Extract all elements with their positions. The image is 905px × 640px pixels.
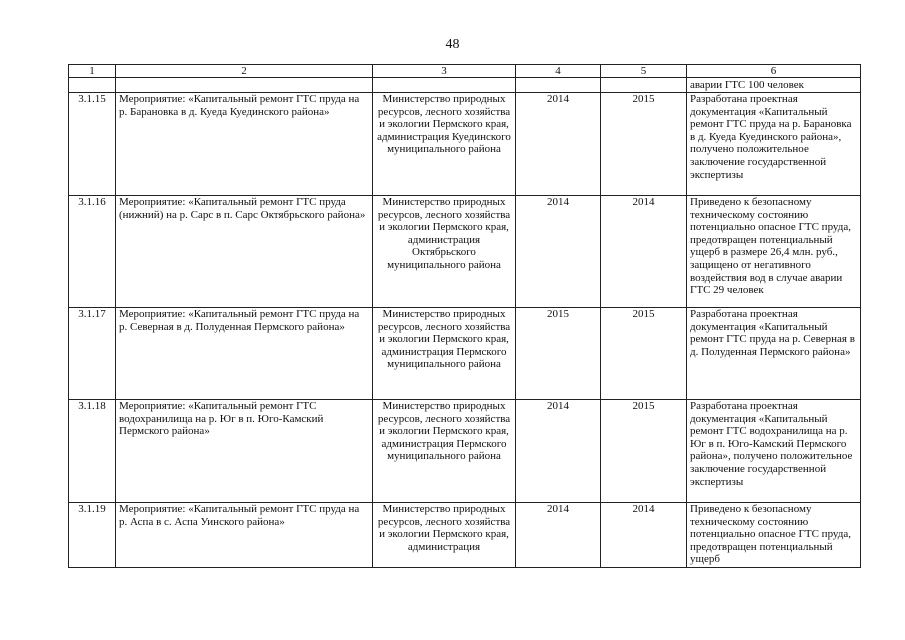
table-row xyxy=(69,503,861,568)
expected-result: Разработана проектная документация «Капитальный ремонт ГТС пруда на р. Северная в д. Полуденная Пермского района» xyxy=(687,308,861,400)
end-year: 2014 xyxy=(601,196,687,308)
activity-name: Мероприятие: «Капитальный ремонт ГТС водохранилища на р. Юг в п. Юго-Камский Пермского района» xyxy=(116,400,373,503)
continuation-row xyxy=(69,78,861,93)
start-year: 2014 xyxy=(516,93,601,196)
start-year: 2015 xyxy=(516,308,601,400)
end-year: 2015 xyxy=(601,400,687,503)
executor: Министерство природных ресурсов, лесного хозяйства и экологии Пермского края, администрация Пермского муниципального района xyxy=(373,308,516,400)
page-number: 48 xyxy=(445,37,460,52)
table-header-row xyxy=(69,65,861,78)
continuation-text: аварии ГТС 100 человек xyxy=(687,78,861,93)
end-year: 2014 xyxy=(601,503,687,568)
start-year: 2014 xyxy=(516,196,601,308)
column-header: 4 xyxy=(516,65,601,78)
activity-name: Мероприятие: «Капитальный ремонт ГТС пруда на р. Барановка в д. Куеда Куединского района» xyxy=(116,93,373,196)
row-number: 3.1.15 xyxy=(69,93,116,196)
activity-name: Мероприятие: «Капитальный ремонт ГТС пруда (нижний) на р. Сарс в п. Сарс Октябрьского района» xyxy=(116,196,373,308)
executor: Министерство природных ресурсов, лесного хозяйства и экологии Пермского края, администрация Октябрьского муниципального района xyxy=(373,196,516,308)
activities-table xyxy=(68,64,861,568)
executor: Министерство природных ресурсов, лесного хозяйства и экологии Пермского края, администрация xyxy=(373,503,516,568)
executor: Министерство природных ресурсов, лесного хозяйства и экологии Пермского края, администрация Пермского муниципального района xyxy=(373,400,516,503)
table-row xyxy=(69,196,861,308)
expected-result: Приведено к безопасному техническому состоянию потенциально опасное ГТС пруда, предотвращен потенциальный ущерб xyxy=(687,503,861,568)
end-year: 2015 xyxy=(601,93,687,196)
row-number: 3.1.17 xyxy=(69,308,116,400)
executor: Министерство природных ресурсов, лесного хозяйства и экологии Пермского края, администрация Куединского муниципального района xyxy=(373,93,516,196)
expected-result: Приведено к безопасному техническому состоянию потенциально опасное ГТС пруда, предотвращен потенциальный ущерб в размере 26,4 млн. руб., защищено от негативного воздействия вод в случае аварии ГТС 29 человек xyxy=(687,196,861,308)
table-row xyxy=(69,400,861,503)
expected-result: Разработана проектная документация «Капитальный ремонт ГТС водохранилища на р. Юг в п. Юго-Камский Пермского района», получено положительное заключение государственной экспертизы xyxy=(687,400,861,503)
start-year: 2014 xyxy=(516,503,601,568)
end-year: 2015 xyxy=(601,308,687,400)
column-header: 2 xyxy=(116,65,373,78)
row-number: 3.1.16 xyxy=(69,196,116,308)
column-header: 3 xyxy=(373,65,516,78)
column-header: 1 xyxy=(69,65,116,78)
row-number: 3.1.18 xyxy=(69,400,116,503)
table-row xyxy=(69,93,861,196)
row-number: 3.1.19 xyxy=(69,503,116,568)
table-row xyxy=(69,308,861,400)
activity-name: Мероприятие: «Капитальный ремонт ГТС пруда на р. Аспа в с. Аспа Уинского района» xyxy=(116,503,373,568)
activity-name: Мероприятие: «Капитальный ремонт ГТС пруда на р. Северная в д. Полуденная Пермского района» xyxy=(116,308,373,400)
start-year: 2014 xyxy=(516,400,601,503)
column-header: 6 xyxy=(687,65,861,78)
expected-result: Разработана проектная документация «Капитальный ремонт ГТС пруда на р. Барановка в д. Куеда Куединского района», получено положительное заключение государственной экспертизы xyxy=(687,93,861,196)
column-header: 5 xyxy=(601,65,687,78)
